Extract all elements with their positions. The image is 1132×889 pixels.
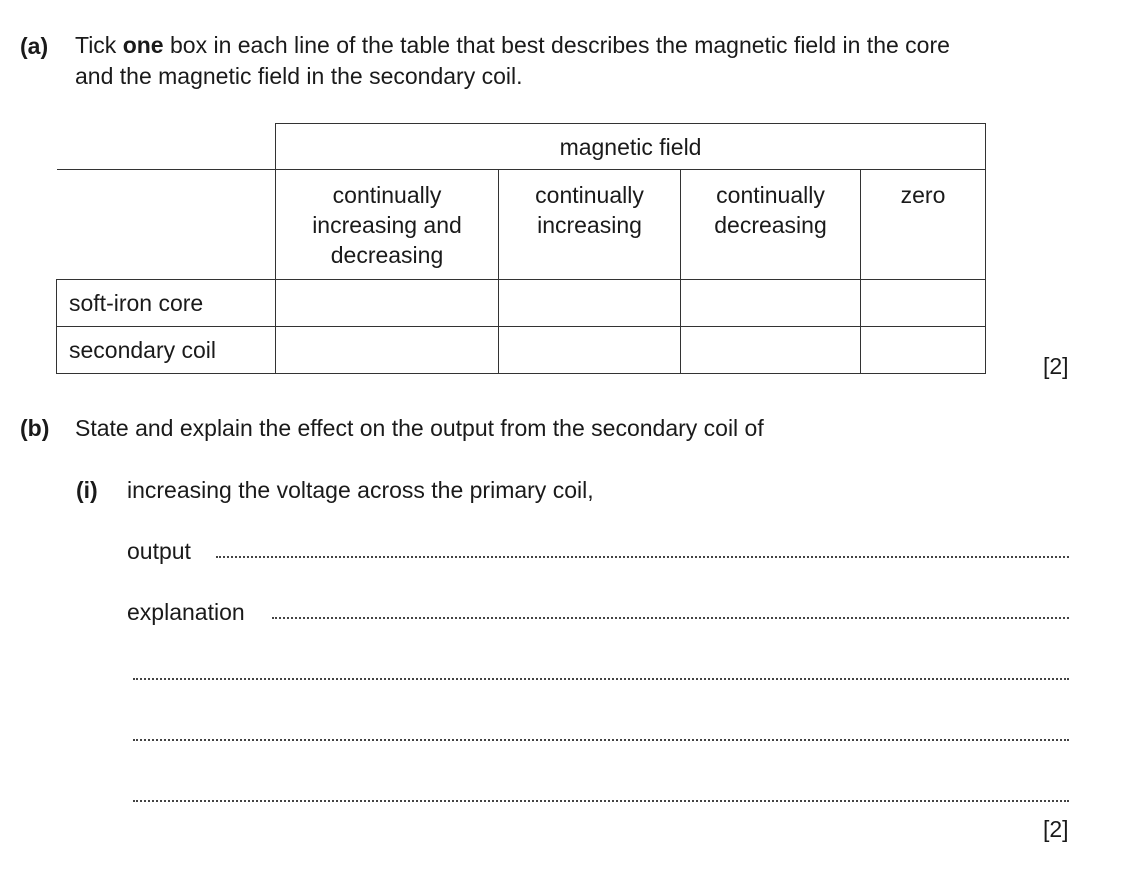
column-header-zero: zero (861, 170, 986, 280)
tick-box-coil-decreasing[interactable] (681, 327, 861, 374)
table-row (57, 327, 986, 374)
output-answer-line[interactable] (216, 556, 1069, 558)
part-b-i-label: (i) (76, 477, 98, 503)
explanation-answer-line-4[interactable] (133, 800, 1069, 802)
part-a-line-1 (75, 30, 1095, 61)
explanation-label: explanation (127, 599, 245, 625)
table-corner-cell (57, 170, 276, 280)
part-b-question: State and explain the effect on the output from the secondary coil of (75, 415, 764, 441)
tick-box-core-zero[interactable] (861, 280, 986, 327)
part-a-label: (a) (20, 33, 49, 59)
part-b-i-marks: [2] (1043, 816, 1069, 842)
table-column-header-row (57, 170, 986, 280)
tick-box-core-increasing-decreasing[interactable] (276, 280, 499, 327)
row-label-secondary-coil: secondary coil (57, 327, 276, 374)
part-a-line-2: and the magnetic field in the secondary coil. (75, 63, 523, 89)
table-corner-cell (57, 124, 276, 170)
part-a-question (75, 30, 1095, 92)
output-label: output (127, 538, 191, 564)
row-label-soft-iron-core: soft-iron core (57, 280, 276, 327)
part-a-marks: [2] (1043, 353, 1069, 379)
magnetic-field-table (56, 123, 986, 374)
column-header-increasing-decreasing: continually increasing and decreasing (276, 170, 499, 280)
explanation-answer-line-3[interactable] (133, 739, 1069, 741)
tick-box-core-decreasing[interactable] (681, 280, 861, 327)
explanation-answer-line-1[interactable] (272, 617, 1069, 619)
table-group-header: magnetic field (276, 124, 986, 170)
part-a-line1-post: box in each line of the table that best describes the magnetic field in the core (163, 32, 950, 58)
part-a-line1-pre: Tick (75, 32, 123, 58)
tick-box-coil-zero[interactable] (861, 327, 986, 374)
tick-box-coil-increasing[interactable] (499, 327, 681, 374)
column-header-increasing: continually increasing (499, 170, 681, 280)
tick-box-coil-increasing-decreasing[interactable] (276, 327, 499, 374)
part-b-label: (b) (20, 415, 50, 441)
table-group-header-row (57, 124, 986, 170)
part-b-i-question: increasing the voltage across the primary coil, (127, 477, 594, 503)
table-row (57, 280, 986, 327)
column-header-decreasing: continually decreasing (681, 170, 861, 280)
explanation-answer-line-2[interactable] (133, 678, 1069, 680)
tick-box-core-increasing[interactable] (499, 280, 681, 327)
part-a-emphasis: one (122, 32, 164, 58)
